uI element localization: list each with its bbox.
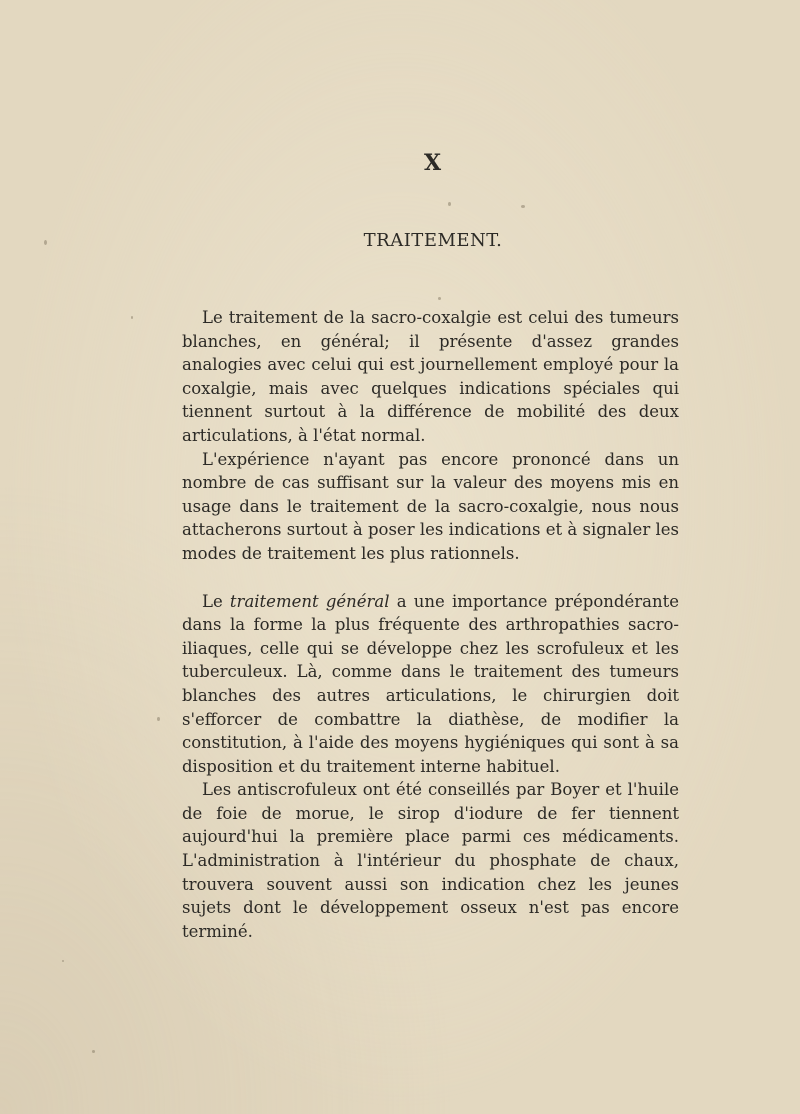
section-title: TRAITEMENT. — [363, 230, 503, 251]
paper-speck — [62, 960, 64, 962]
paragraph-3-lead: Le — [202, 591, 230, 611]
paragraph-3-rest: a une importance prépondérante dans la forme la plus fréquente des arthropathies sacro-iliaques, celle qui se développe chez les scrofuleux et les tuberculeux. Là, comme dans le traitement des tumeurs blanches des autres articulations, le chirurgien doit s'efforcer de combattre la diathèse, de modifier la constitution, à l'aide des moyens hygiéniques qui sont à sa disposition et du traitement interne habituel. — [182, 591, 680, 776]
paragraph-1: Le traitement de la sacro-coxalgie est celui des tumeurs blanches, en général; il présente d'assez grandes analogies avec celui qui est journellement employé pour la coxalgie, mais avec quelques indications spéciales qui tiennent surtout à la différence de mobilité des deux articulations, à l'état normal. — [182, 308, 679, 445]
body-text — [182, 306, 679, 943]
emphasis-traitement-general: traitement général — [229, 591, 390, 611]
paper-speck — [131, 316, 133, 319]
paper-speck — [92, 1050, 95, 1053]
paper-speck — [44, 240, 47, 245]
paper-speck — [438, 297, 441, 300]
paragraph-break — [182, 566, 679, 590]
paragraph-2: L'expérience n'ayant pas encore prononcé dans un nombre de cas suffisant sur la valeur des moyens mis en usage dans le traitement de la sacro-coxalgie, nous nous attacherons surtout à poser les indications et à signaler les modes de traitement les plus rationnels. — [182, 449, 679, 563]
paper-speck — [157, 717, 160, 721]
chapter-number: X — [423, 150, 443, 176]
paragraph-3 — [182, 590, 679, 779]
paper-speck — [448, 202, 451, 206]
paragraph-4: Les antiscrofuleux ont été conseillés par Boyer et l'huile de foie de morue, le sirop d'iodure de fer tiennent aujourd'hui la première place parmi ces médicaments. L'administration à l'intérieur du phosphate de chaux, trouvera souvent aussi son indication chez les jeunes sujets dont le développement osseux n'est pas encore terminé. — [182, 780, 679, 941]
paper-speck — [521, 205, 525, 208]
